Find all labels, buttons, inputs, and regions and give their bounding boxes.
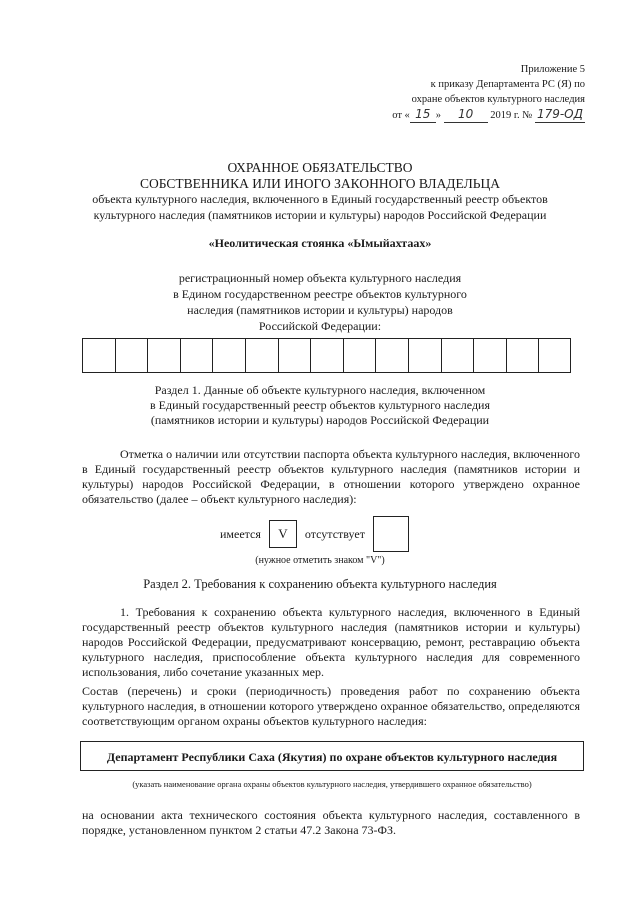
object-name: «Неолитическая стоянка «Ымыйахтаах» (208, 236, 432, 250)
regnum-cell (408, 338, 441, 373)
regnum-line-2: в Едином государственном реестре объектов культурного (173, 287, 467, 301)
regnum-cell (538, 338, 571, 373)
date-prefix: от « (392, 110, 410, 121)
regnum-cell (82, 338, 115, 373)
date-day: 15 (410, 107, 436, 123)
passport-absent-label: отсутствует (304, 526, 365, 541)
regnum-line-4: Российской Федерации: (258, 319, 382, 333)
title-line-3: объекта культурного наследия, включенного в Единый государственный реестр объектов (92, 192, 548, 206)
passport-has-label: имеется (220, 526, 261, 541)
passport-paragraph: Отметка о наличии или отсутствии паспорта объекта культурного наследия, включенного в Единый государственный реестр объектов культурного наследия (памятников истории и культуры) народов Российской Федерации, в отношении которого утверждено охранное обязательство (далее – объект культурного наследия): (82, 447, 580, 506)
appendix-line-2: к приказу Департамента РС (Я) по (430, 79, 585, 90)
passport-absent-checkbox[interactable] (373, 516, 409, 552)
regnum-label (120, 270, 520, 334)
date-mid: » (435, 110, 442, 121)
regnum-cell (310, 338, 343, 373)
department-hint: (указать наименование органа охраны объектов культурного наследия, утвердившего охранное обязательство) (132, 779, 532, 789)
title-line-1: ОХРАННОЕ ОБЯЗАТЕЛЬСТВО (227, 160, 413, 175)
regnum-line-1: регистрационный номер объекта культурного наследия (178, 271, 462, 285)
regnum-cell (212, 338, 245, 373)
title-line-2: СОБСТВЕННИКА ИЛИ ИНОГО ЗАКОННОГО ВЛАДЕЛЬЦА (139, 176, 500, 191)
section1-line-2: в Единый государственный реестр объектов культурного наследия (150, 398, 490, 412)
regnum-cell (375, 338, 408, 373)
section1-line-1: Раздел 1. Данные об объекте культурного наследия, включенном (154, 383, 486, 397)
title-line-4: культурного наследия (памятников истории и культуры) народов Российской Федерации (93, 208, 547, 222)
appendix-line-3: охране объектов культурного наследия (411, 94, 585, 105)
regnum-cell (506, 338, 539, 373)
appendix-date-line (325, 107, 585, 123)
section1-line-3: (памятников истории и культуры) народов Российской Федерации (150, 413, 490, 427)
works-paragraph: Состав (перечень) и сроки (периодичность) проведения работ по сохранению объекта культурного наследия, в отношении которого утверждено охранное обязательство, определяются соответствующим органом охраны объектов культурного наследия: (82, 684, 580, 728)
section-2-heading: Раздел 2. Требования к сохранению объекта культурного наследия (143, 577, 497, 591)
passport-mark-row (220, 516, 417, 552)
basis-paragraph: на основании акта технического состояния объекта культурного наследия, составленного в порядке, установленном пунктом 2 статьи 47.2 Закона 73-ФЗ. (82, 808, 580, 837)
passport-hint: (нужное отметить знаком "V") (255, 555, 385, 566)
regnum-boxes (82, 338, 571, 373)
regnum-cell (473, 338, 506, 373)
regnum-line-3: наследия (памятников истории и культуры) народов (187, 303, 453, 317)
regnum-cell (441, 338, 474, 373)
passport-has-checkbox[interactable]: V (269, 520, 297, 548)
date-year: 2019 г. № (490, 110, 533, 121)
appendix-header (325, 62, 585, 123)
appendix-line-1: Приложение 5 (520, 64, 585, 75)
regnum-cell (343, 338, 376, 373)
order-number: 179-ОД (536, 107, 583, 121)
regnum-cell (147, 338, 180, 373)
document-subtitle (40, 191, 600, 223)
department-field: Департамент Республики Саха (Якутия) по охране объектов культурного наследия (80, 741, 584, 771)
regnum-cell (115, 338, 148, 373)
requirements-paragraph: 1. Требования к сохранению объекта культурного наследия, включенного в Единый государственный реестр объектов культурного наследия (памятников истории и культуры) народов Российской Федерации, предусматривают консервацию, ремонт, реставрацию объекта культурного наследия, приспособление объекта культурного наследия для современного использования, либо сочетание указанных мер. (82, 605, 580, 679)
document-title (40, 160, 600, 192)
regnum-cell (180, 338, 213, 373)
section-1-heading (40, 383, 600, 428)
date-month: 10 (444, 107, 488, 123)
regnum-cell (278, 338, 311, 373)
regnum-cell (245, 338, 278, 373)
